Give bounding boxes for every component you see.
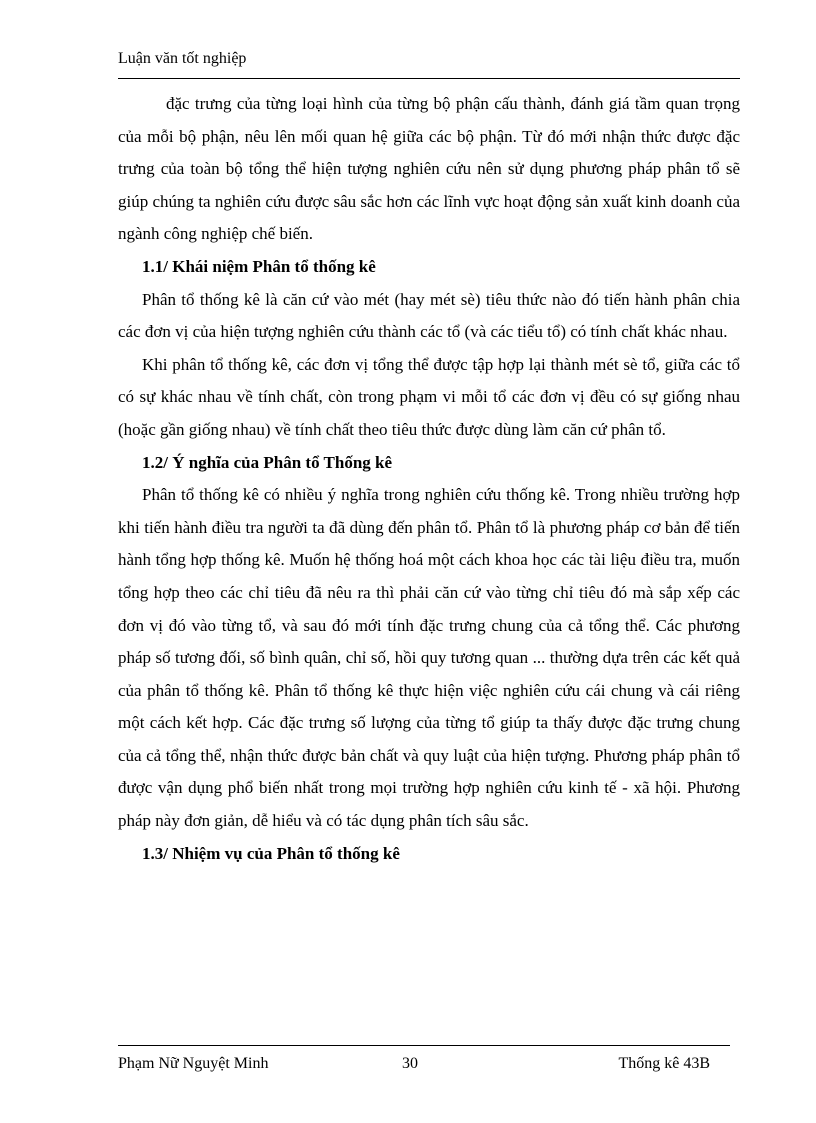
section-heading-1-3: 1.3/ Nhiệm vụ của Phân tổ thống kê bbox=[142, 843, 400, 863]
section-heading-1-2: 1.2/ Ý nghĩa của Phân tổ Thống kê bbox=[142, 452, 393, 472]
paragraph: Phân tổ thống kê có nhiều ý nghĩa trong nghiên cứu thống kê. Trong nhiều trường hợp khi tiến hành điều tra người ta đã dùng đến phân tổ. Phân tổ là phương pháp cơ bản để tiến hành tổng hợp thống kê. Muốn hệ thống hoá một cách khoa học các tài liệu điều tra, muốn tổng hợp theo các chỉ tiêu đã nêu ra thì phải căn cứ vào từng chỉ tiêu đó mà sắp xếp các đơn vị đó vào từng tổ, và sau đó mới tính đặc trưng chung của cả tổng thể. Các phương pháp số tương đối, số bình quân, chỉ số, hồi quy tương quan ... thường dựa trên các kết quả của phân tổ thống kê. Phân tổ thống kê thực hiện việc nghiên cứu cái chung và cái riêng một cách kết hợp. Các đặc trưng số lượng của từng tổ giúp ta thấy được đặc trưng chung của cả tổng thể, nhận thức được bản chất và quy luật của hiện tượng. Phương pháp phân tổ được vận dụng phổ biến nhất trong mọi trường hợp nghiên cứu kinh tế - xã hội. Phương pháp này đơn giản, dễ hiểu và có tác dụng phân tích sâu sắc. bbox=[118, 485, 740, 831]
paragraph: Khi phân tổ thống kê, các đơn vị tổng thể được tập hợp lại thành mét sè tổ, giữa các tổ có sự khác nhau về tính chất, còn trong phạm vi mỗi tổ các đơn vị đều có sự giống nhau (hoặc gần giống nhau) về tính chất theo tiêu thức được dùng làm căn cứ phân tổ. bbox=[118, 354, 740, 439]
section-heading-1-1: 1.1/ Khái niệm Phân tổ thống kê bbox=[142, 256, 376, 276]
footer-class: Thống kê 43B bbox=[618, 1055, 710, 1072]
header-rule bbox=[118, 78, 740, 79]
footer-author: Phạm Nữ Nguyệt Minh bbox=[118, 1055, 269, 1072]
page-number: 30 bbox=[402, 1055, 418, 1072]
page-body bbox=[118, 88, 740, 870]
running-header: Luận văn tốt nghiệp bbox=[118, 50, 247, 67]
intro-paragraph: đặc trưng của từng loại hình của từng bộ phận cấu thành, đánh giá tầm quan trọng của mỗi bộ phận, nêu lên mối quan hệ giữa các bộ phận. Từ đó mới nhận thức được đặc trưng của toàn bộ tổng thể hiện tượng nghiên cứu nên sử dụng phương pháp phân tổ sẽ giúp chúng ta nghiên cứu được sâu sắc hơn các lĩnh vực hoạt động sản xuất kinh doanh của ngành công nghiệp chế biến. bbox=[118, 94, 740, 244]
paragraph: Phân tổ thống kê là căn cứ vào mét (hay mét sè) tiêu thức nào đó tiến hành phân chia các đơn vị của hiện tượng nghiên cứu thành các tổ (và các tiểu tổ) có tính chất khác nhau. bbox=[118, 289, 740, 342]
footer-rule bbox=[118, 1045, 730, 1046]
